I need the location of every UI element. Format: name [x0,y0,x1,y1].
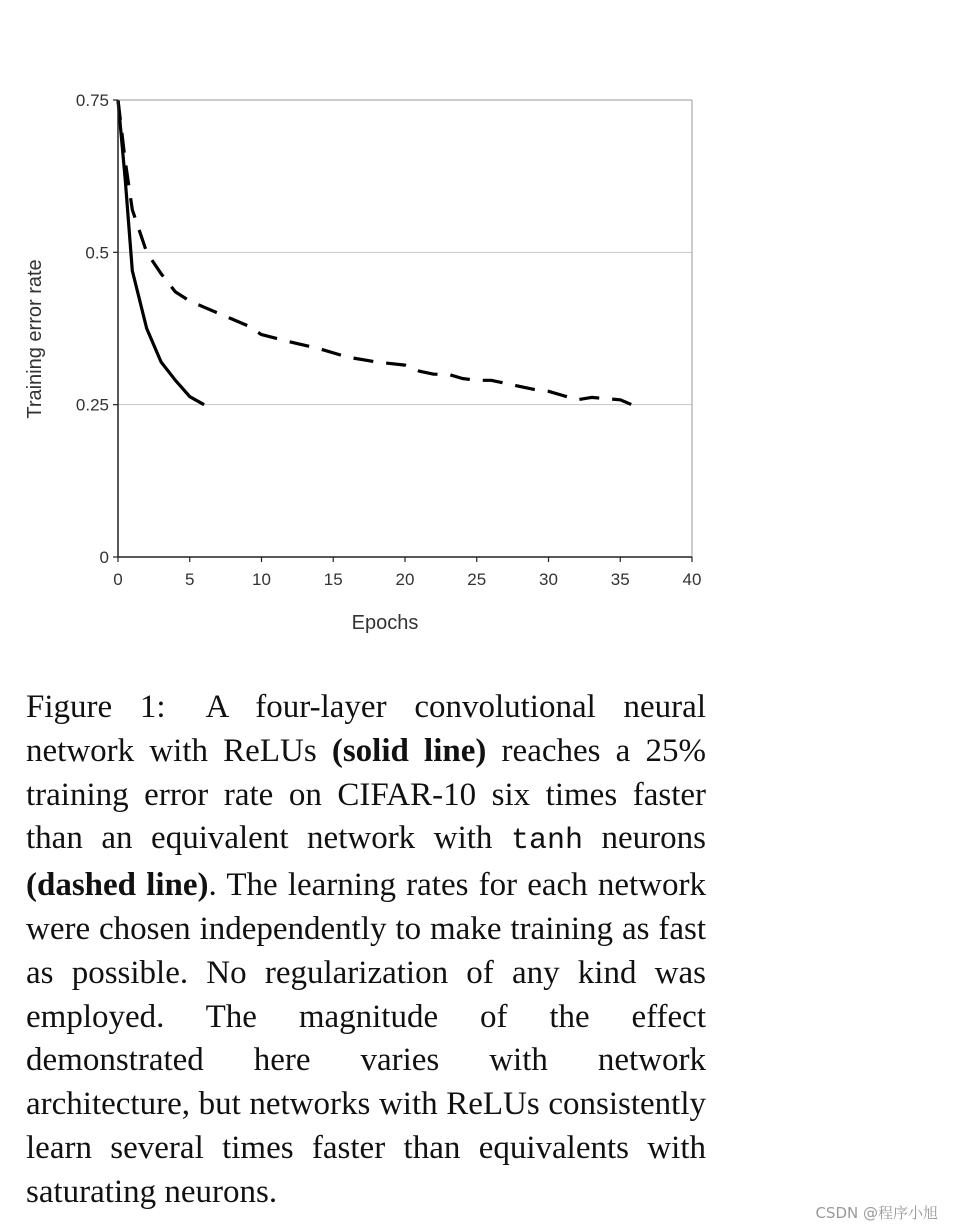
caption-bold-solid: (solid line) [331,732,487,769]
training-error-chart [0,0,720,650]
x-tick-label: 10 [252,570,271,589]
axes [113,100,692,562]
caption-text: A four-layer convolutional neural network with ReLUs [26,689,706,769]
y-tick-label: 0.5 [85,243,109,263]
x-tick-label: 40 [682,570,702,589]
figure-caption [26,686,706,1215]
watermark: CSDN @程序小旭 [815,1204,938,1222]
y-axis-title: Training error rate [24,259,46,419]
x-tick-label: 0 [113,570,123,589]
y-tick-label: 0 [99,548,109,567]
x-tick-label: 30 [539,570,558,589]
caption-text: reaches a 25% training error rate on CIFAR-10 six times faster than an equivalent network with [26,732,706,857]
caption-tanh: tanh [510,824,583,859]
x-axis-title: Epochs [351,612,419,634]
x-tick-label: 15 [323,570,343,589]
tanh-dashed-line [118,100,635,406]
y-tick-label: 0.25 [75,395,109,415]
figure-label: Figure 1: [26,689,166,725]
tick-labels [76,91,702,589]
x-tick-label: 35 [610,570,630,589]
x-tick-label: 25 [467,570,487,589]
series-layer [118,100,635,406]
caption-bold-dashed: (dashed line) [26,867,209,904]
caption-text: . The learning rates for each network were chosen independently to make training as fast as possible. No regularization of any kind was employed. The magnitude of the effect demonstrated here varies with network architecture, but networks with ReLUs consistently learn several times faster than equivalents with saturating neurons. [26,867,706,1210]
x-tick-label: 5 [185,570,195,589]
caption-text: neurons [582,820,706,857]
y-tick-label: 0.75 [75,91,109,110]
grid-lines [118,252,692,404]
x-tick-label: 20 [395,570,415,589]
